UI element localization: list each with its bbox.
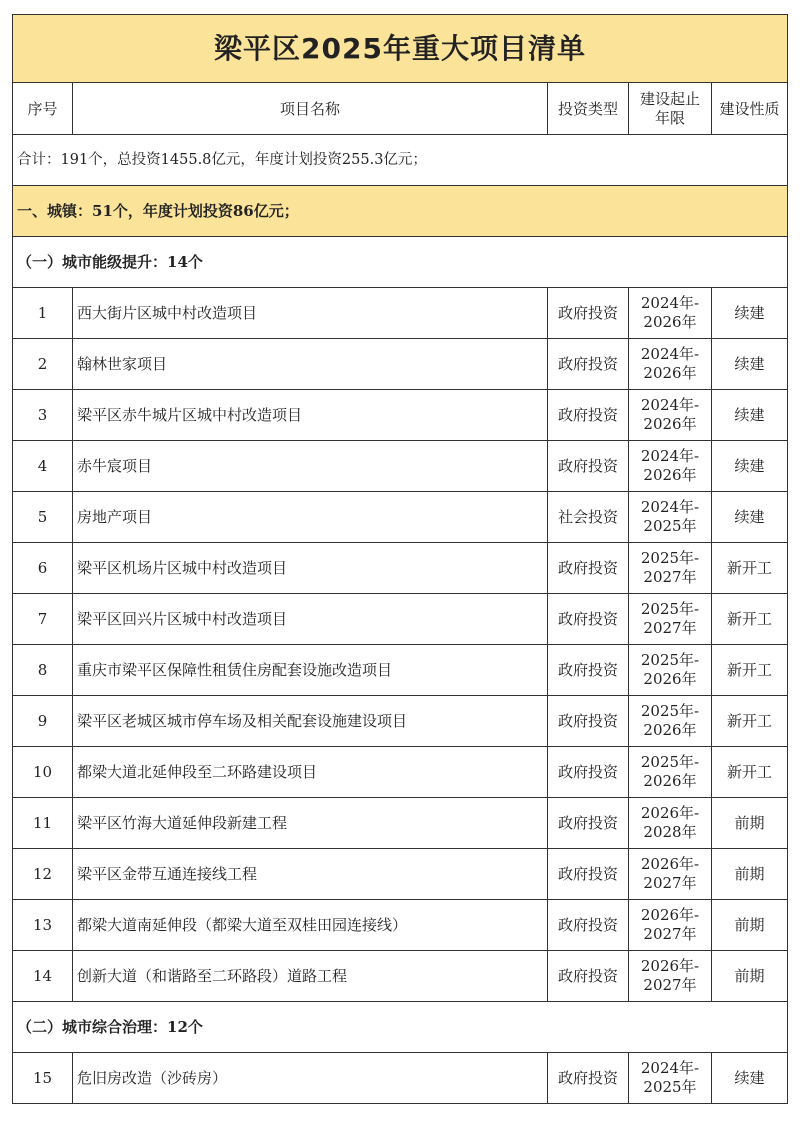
- row-project-name: 赤牛宸项目: [73, 441, 548, 492]
- row-period: [629, 339, 712, 390]
- row-no: 13: [13, 900, 73, 951]
- row-no: 15: [13, 1053, 73, 1104]
- row-investment-type: 政府投资: [548, 1053, 629, 1104]
- row-investment-type: 政府投资: [548, 288, 629, 339]
- row-project-name: 翰林世家项目: [73, 339, 548, 390]
- row-project-name: 房地产项目: [73, 492, 548, 543]
- header-no: 序号: [13, 83, 73, 135]
- row-period-end: 2027年: [643, 568, 697, 586]
- row-no: 7: [13, 594, 73, 645]
- table-row: [13, 288, 788, 339]
- row-period-end: 2025年: [643, 517, 697, 535]
- row-period-end: 2026年: [643, 670, 697, 688]
- row-project-name: 都梁大道北延伸段至二环路建设项目: [73, 747, 548, 798]
- row-nature: 前期: [712, 900, 788, 951]
- row-project-name: 西大街片区城中村改造项目: [73, 288, 548, 339]
- header-period: [629, 83, 712, 135]
- row-investment-type: 政府投资: [548, 645, 629, 696]
- row-no: 11: [13, 798, 73, 849]
- row-nature: 续建: [712, 441, 788, 492]
- row-project-name: 梁平区金带互通连接线工程: [73, 849, 548, 900]
- row-period-start: 2024年-: [640, 1059, 700, 1077]
- row-no: 9: [13, 696, 73, 747]
- row-nature: 新开工: [712, 645, 788, 696]
- row-period: [629, 543, 712, 594]
- subsection-title-city-governance: （二）城市综合治理：12个: [13, 1002, 788, 1053]
- row-nature: 前期: [712, 849, 788, 900]
- subsection-row: [13, 1002, 788, 1053]
- row-no: 5: [13, 492, 73, 543]
- row-no: 14: [13, 951, 73, 1002]
- table-row: [13, 339, 788, 390]
- row-project-name: 梁平区赤牛城片区城中村改造项目: [73, 390, 548, 441]
- row-period-end: 2026年: [643, 415, 697, 433]
- row-period-end: 2026年: [643, 364, 697, 382]
- title-row: [13, 15, 788, 83]
- header-period-line2: 年限: [654, 108, 685, 127]
- row-period-end: 2026年: [643, 772, 697, 790]
- header-row: [13, 83, 788, 135]
- project-table: [12, 14, 788, 1104]
- row-nature: 新开工: [712, 543, 788, 594]
- row-investment-type: 政府投资: [548, 390, 629, 441]
- row-no: 8: [13, 645, 73, 696]
- row-period-start: 2024年-: [640, 396, 700, 414]
- row-no: 6: [13, 543, 73, 594]
- row-period-end: 2025年: [643, 1078, 697, 1096]
- row-investment-type: 政府投资: [548, 951, 629, 1002]
- row-period-start: 2025年-: [640, 549, 700, 567]
- header-period-line1: 建设起止: [639, 89, 700, 108]
- row-period-start: 2026年-: [640, 804, 700, 822]
- row-project-name: 梁平区老城区城市停车场及相关配套设施建设项目: [73, 696, 548, 747]
- row-investment-type: 政府投资: [548, 849, 629, 900]
- row-period-end: 2026年: [643, 721, 697, 739]
- row-period-end: 2027年: [643, 976, 697, 994]
- table-row: [13, 594, 788, 645]
- row-period-start: 2024年-: [640, 294, 700, 312]
- row-nature: 新开工: [712, 747, 788, 798]
- table-row: [13, 645, 788, 696]
- section-title-urban: 一、城镇：51个，年度计划投资86亿元；: [13, 186, 788, 237]
- row-no: 4: [13, 441, 73, 492]
- project-list-sheet: [12, 14, 787, 1104]
- row-no: 10: [13, 747, 73, 798]
- summary-text: 合计：191个，总投资1455.8亿元，年度计划投资255.3亿元；: [13, 135, 788, 186]
- row-nature: 新开工: [712, 594, 788, 645]
- row-nature: 续建: [712, 492, 788, 543]
- row-investment-type: 政府投资: [548, 543, 629, 594]
- row-no: 3: [13, 390, 73, 441]
- row-investment-type: 政府投资: [548, 696, 629, 747]
- row-project-name: 梁平区竹海大道延伸段新建工程: [73, 798, 548, 849]
- table-row: [13, 696, 788, 747]
- row-period: [629, 594, 712, 645]
- row-investment-type: 政府投资: [548, 594, 629, 645]
- row-project-name: 梁平区回兴片区城中村改造项目: [73, 594, 548, 645]
- row-period: [629, 849, 712, 900]
- row-period: [629, 696, 712, 747]
- row-period-end: 2027年: [643, 619, 697, 637]
- row-period: [629, 390, 712, 441]
- subsection-row: [13, 237, 788, 288]
- row-period-start: 2026年-: [640, 855, 700, 873]
- row-period-end: 2027年: [643, 925, 697, 943]
- row-period: [629, 492, 712, 543]
- row-period-start: 2026年-: [640, 906, 700, 924]
- row-period: [629, 441, 712, 492]
- row-nature: 前期: [712, 798, 788, 849]
- row-period-end: 2026年: [643, 313, 697, 331]
- row-period: [629, 1053, 712, 1104]
- row-investment-type: 政府投资: [548, 441, 629, 492]
- table-row: [13, 951, 788, 1002]
- row-nature: 续建: [712, 339, 788, 390]
- row-investment-type: 社会投资: [548, 492, 629, 543]
- row-no: 2: [13, 339, 73, 390]
- row-period: [629, 798, 712, 849]
- row-period-end: 2026年: [643, 466, 697, 484]
- row-nature: 新开工: [712, 696, 788, 747]
- row-project-name: 梁平区机场片区城中村改造项目: [73, 543, 548, 594]
- table-row: [13, 849, 788, 900]
- table-row: [13, 798, 788, 849]
- row-no: 12: [13, 849, 73, 900]
- table-row: [13, 543, 788, 594]
- section-row: [13, 186, 788, 237]
- row-period-end: 2027年: [643, 874, 697, 892]
- header-name: 项目名称: [73, 83, 548, 135]
- row-period-start: 2024年-: [640, 498, 700, 516]
- row-investment-type: 政府投资: [548, 747, 629, 798]
- row-nature: 续建: [712, 390, 788, 441]
- row-period: [629, 900, 712, 951]
- row-period-end: 2028年: [643, 823, 697, 841]
- row-period: [629, 951, 712, 1002]
- table-row: [13, 441, 788, 492]
- row-investment-type: 政府投资: [548, 798, 629, 849]
- row-period-start: 2024年-: [640, 345, 700, 363]
- table-row: [13, 390, 788, 441]
- table-row: [13, 492, 788, 543]
- row-period: [629, 747, 712, 798]
- row-period-start: 2026年-: [640, 957, 700, 975]
- table-row: [13, 1053, 788, 1104]
- row-nature: 续建: [712, 1053, 788, 1104]
- row-project-name: 危旧房改造（沙砖房）: [73, 1053, 548, 1104]
- row-no: 1: [13, 288, 73, 339]
- row-period: [629, 288, 712, 339]
- row-period-start: 2025年-: [640, 753, 700, 771]
- page-title: 梁平区2025年重大项目清单: [13, 15, 788, 83]
- row-nature: 续建: [712, 288, 788, 339]
- table-row: [13, 900, 788, 951]
- row-nature: 前期: [712, 951, 788, 1002]
- row-period-start: 2024年-: [640, 447, 700, 465]
- header-nature: 建设性质: [712, 83, 788, 135]
- summary-row: [13, 135, 788, 186]
- subsection-title-city-level: （一）城市能级提升：14个: [13, 237, 788, 288]
- row-investment-type: 政府投资: [548, 900, 629, 951]
- row-project-name: 都梁大道南延伸段（都梁大道至双桂田园连接线）: [73, 900, 548, 951]
- header-type: 投资类型: [548, 83, 629, 135]
- row-period-start: 2025年-: [640, 651, 700, 669]
- row-project-name: 重庆市梁平区保障性租赁住房配套设施改造项目: [73, 645, 548, 696]
- row-period-start: 2025年-: [640, 702, 700, 720]
- row-investment-type: 政府投资: [548, 339, 629, 390]
- table-row: [13, 747, 788, 798]
- row-period: [629, 645, 712, 696]
- row-period-start: 2025年-: [640, 600, 700, 618]
- row-project-name: 创新大道（和谐路至二环路段）道路工程: [73, 951, 548, 1002]
